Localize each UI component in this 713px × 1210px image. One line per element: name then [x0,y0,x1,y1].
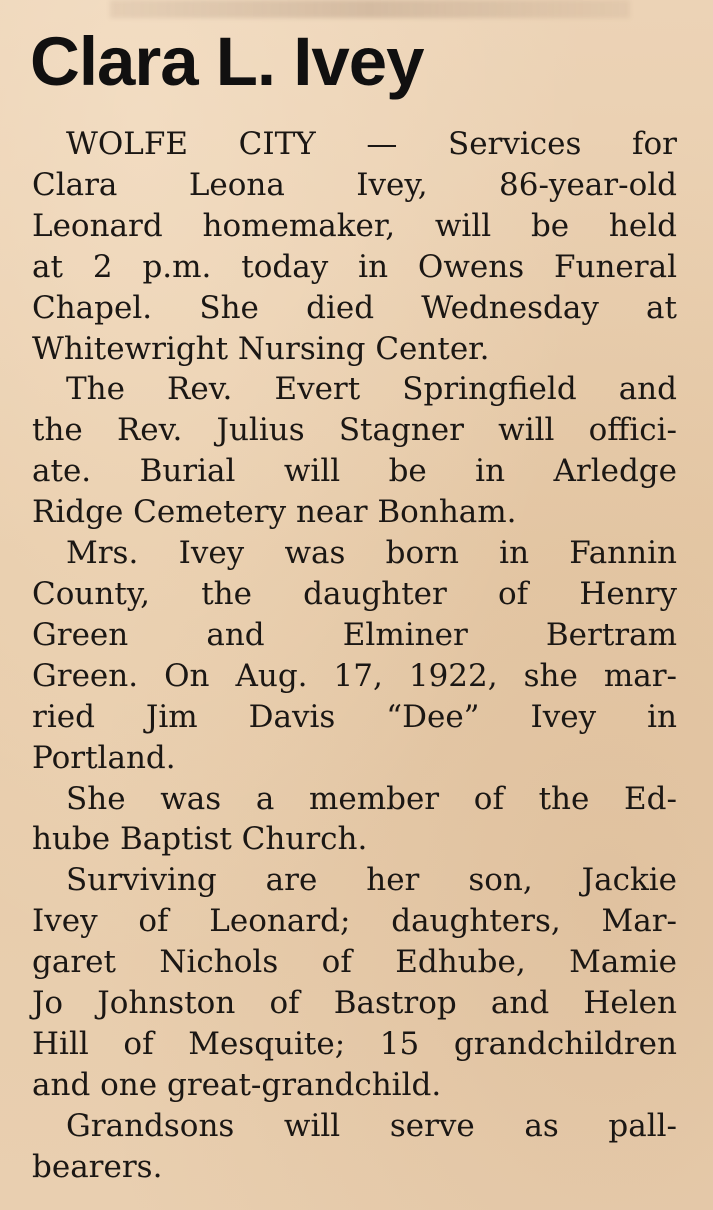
text-line: Grandsons will serve as pall- [66,1107,677,1144]
text-line: ate. Burial will be in Arledge [32,453,677,490]
text-line: ried Jim Davis “Dee” Ivey in [32,698,677,735]
text-line: Green. On Aug. 17, 1922, she mar- [32,657,677,694]
text-line: Jo Johnston of Bastrop and Helen [32,985,677,1022]
paragraph-services [32,124,677,369]
text-line: Leonard homemaker, will be held [32,207,677,244]
text-line: Surviving are her son, Jackie [66,862,677,899]
text-line: Ridge Cemetery near Bonham. [32,494,517,531]
text-line: Whitewright Nursing Center. [32,330,490,367]
text-line: and one great-grandchild. [32,1066,442,1103]
text-line: The Rev. Evert Springfield and [66,371,677,408]
text-line: Green and Elminer Bertram [32,616,677,653]
text-line: Hill of Mesquite; 15 grandchildren [32,1025,677,1062]
text-line: Portland. [32,739,176,776]
paragraph-officiants [32,369,677,533]
text-line: She was a member of the Ed- [66,780,677,817]
text-line: Chapel. She died Wednesday at [32,289,677,326]
text-line: at 2 p.m. today in Owens Funeral [32,248,677,285]
paragraph-survivors [32,860,677,1105]
text-line: Mrs. Ivey was born in Fannin [66,535,677,572]
text-line: bearers. [32,1148,163,1185]
obituary-body [32,124,677,1188]
text-line: WOLFE CITY — Services for [66,126,677,162]
text-line: the Rev. Julius Stagner will offici- [32,412,677,449]
paragraph-pallbearers [32,1106,677,1188]
text-line: County, the daughter of Henry [32,575,677,612]
paragraph-biography [32,533,677,778]
text-line: Clara Leona Ivey, 86-year-old [32,166,677,203]
paragraph-church [32,779,677,861]
text-line: Ivey of Leonard; daughters, Mar- [32,903,677,940]
text-line: hube Baptist Church. [32,821,368,858]
text-line: garet Nichols of Edhube, Mamie [32,944,677,981]
obituary-headline: Clara L. Ivey [30,23,424,100]
